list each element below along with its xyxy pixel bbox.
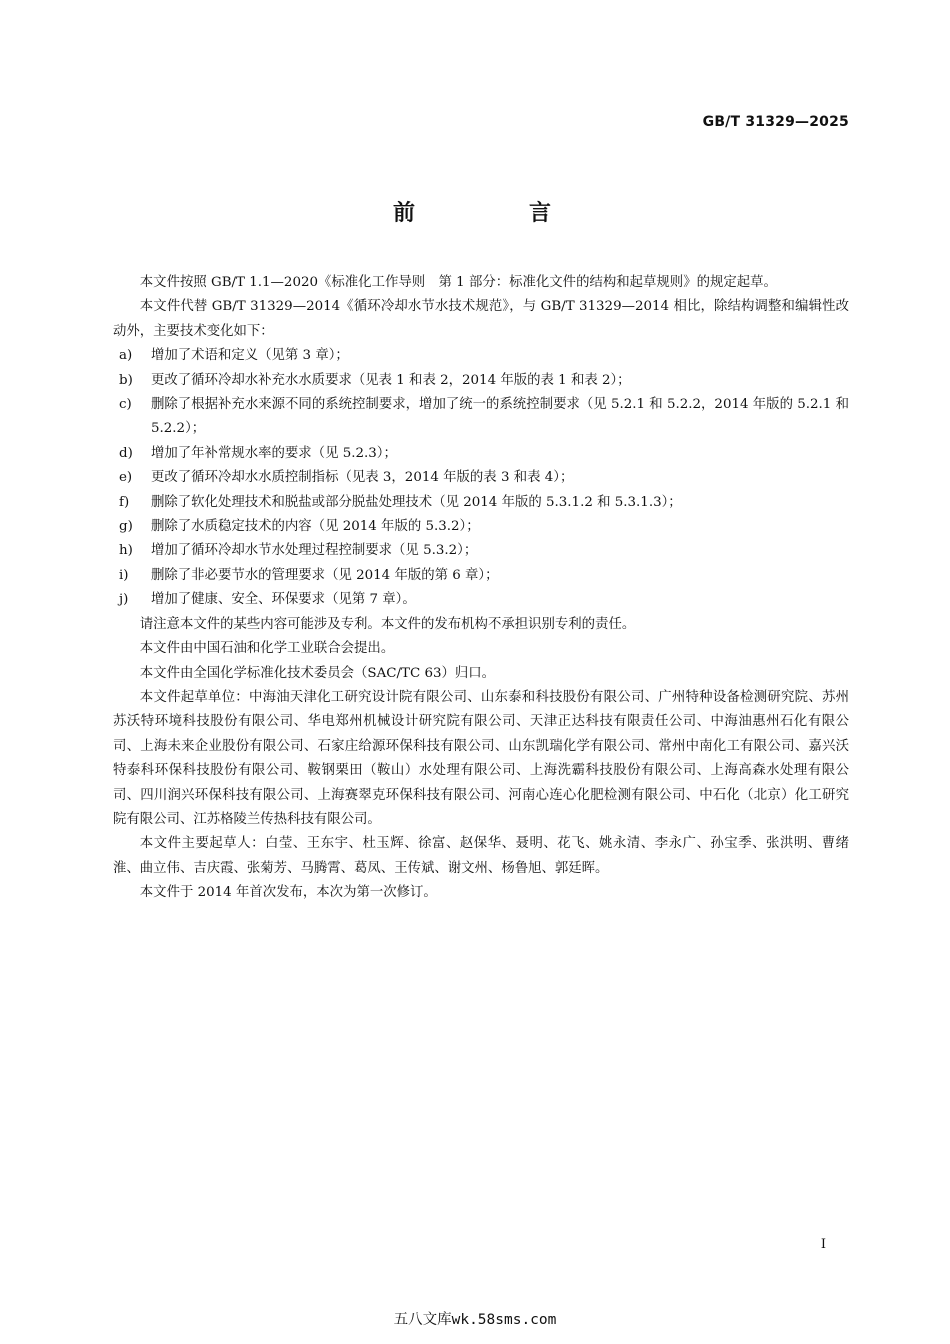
list-marker: f) (119, 494, 130, 510)
list-marker: c) (119, 397, 132, 413)
list-marker: e) (119, 470, 133, 486)
list-item (113, 539, 849, 563)
list-item-text: 增加了年补常规水率的要求（见 5.2.3）； (151, 445, 397, 461)
list-marker: i) (119, 567, 129, 583)
list-item-text: 增加了循环冷却水节水处理过程控制要求（见 5.3.2）； (151, 543, 478, 559)
paragraph: 本文件按照 GB/T 1.1—2020《标准化工作导则 第 1 部分：标准化文件的结构和起草规则》的规定起草。 (139, 275, 777, 290)
list-marker: b) (119, 372, 133, 388)
list-item (113, 393, 849, 442)
list-item (113, 466, 849, 490)
list-marker: h) (119, 543, 133, 559)
list-item-text: 删除了水质稳定技术的内容（见 2014 年版的 5.3.2）； (151, 519, 480, 535)
changes-list (113, 344, 849, 612)
list-item-text: 更改了循环冷却水水质控制指标（见表 3，2014 年版的表 3 和表 4）； (151, 470, 574, 486)
list-item-text: 增加了术语和定义（见第 3 章）； (151, 348, 349, 364)
list-marker: a) (119, 348, 133, 364)
drafters: 本文件主要起草人：白莹、王东宇、杜玉辉、徐富、赵保华、聂明、花飞、姚永清、李永广、孙宝季、张洪明、曹绪淮、曲立伟、吉庆霞、张菊芳、马腾霄、葛凤、王传斌、谢文州、杨鲁旭、郭廷晖。 (113, 836, 849, 876)
list-item-text: 增加了健康、安全、环保要求（见第 7 章）。 (151, 592, 416, 608)
list-marker: j) (119, 592, 129, 608)
list-item (113, 588, 849, 612)
list-item-text: 删除了非必要节水的管理要求（见 2014 年版的第 6 章）； (151, 567, 499, 583)
list-item-text: 删除了根据补充水来源不同的系统控制要求，增加了统一的系统控制要求（见 5.2.1 和 5.2.2，2014 年版的 5.2.1 和 5.2.2）； (151, 397, 849, 437)
list-item-text: 删除了软化处理技术和脱盐或部分脱盐处理技术（见 2014 年版的 5.3.1.2 和 5.3.1.3）； (151, 494, 682, 510)
standard-number: GB/T 31329—2025 (702, 114, 849, 130)
list-item (113, 491, 849, 515)
proposer-statement: 本文件由中国石油和化学工业联合会提出。 (139, 641, 395, 657)
list-item-text: 更改了循环冷却水补充水水质要求（见表 1 和表 2，2014 年版的表 1 和表 2）； (151, 372, 631, 388)
page-number: I (820, 1237, 826, 1252)
list-marker: g) (119, 519, 133, 535)
list-marker: d) (119, 445, 133, 461)
list-item (113, 369, 849, 393)
list-item (113, 515, 849, 539)
list-item (113, 564, 849, 588)
paragraph: 本文件代替 GB/T 31329—2014《循环冷却水节水技术规范》，与 GB/T 31329—2014 相比，除结构调整和编辑性改动外，主要技术变化如下： (113, 299, 849, 339)
drafting-units: 本文件起草单位：中海油天津化工研究设计院有限公司、山东泰和科技股份有限公司、广州特种设备检测研究院、苏州苏沃特环境科技股份有限公司、华电郑州机械设计研究院有限公司、天津正达科技有限责任公司、中海油惠州石化有限公司、上海未来企业股份有限公司、石家庄给源环保科技有限公司、山东凯瑞化学有限公司、常州中南化工有限公司、嘉兴沃特泰科环保科技股份有限公司、鞍钢栗田（鞍山）水处理有限公司、上海洗霸科技股份有限公司、上海高森水处理有限公司、四川润兴环保科技有限公司、上海赛翠克环保科技有限公司、河南心连心化肥检测有限公司、中石化（北京）化工研究院有限公司、江苏格陵兰传热科技有限公司。 (113, 689, 849, 827)
patent-notice: 请注意本文件的某些内容可能涉及专利。本文件的发布机构不承担识别专利的责任。 (139, 616, 636, 632)
committee-statement: 本文件由全国化学标准化技术委员会（SAC/TC 63）归口。 (139, 665, 496, 681)
list-item (113, 442, 849, 466)
list-item (113, 344, 849, 368)
document-body (113, 271, 849, 906)
footer-watermark: 五八文库wk.58sms.com (393, 1312, 557, 1328)
publication-history: 本文件于 2014 年首次发布，本次为第一次修订。 (139, 885, 437, 901)
page-title: 前 言 (392, 201, 597, 226)
